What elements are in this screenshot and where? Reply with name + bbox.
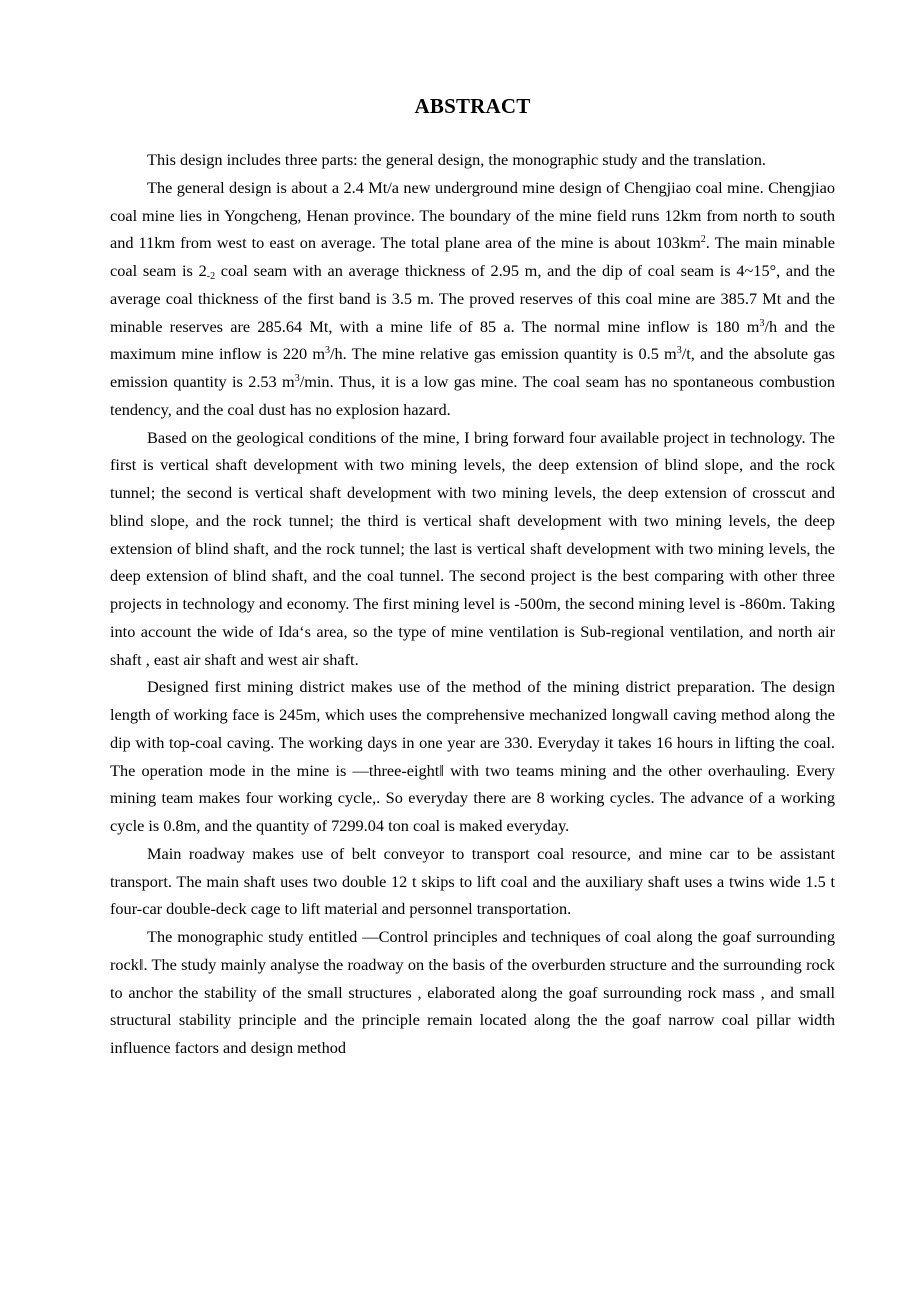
paragraph-text: The monographic study entitled ―Control principles and techniques of coal along the goaf surrounding rock‖. The study mainly analyse the roadway on the basis of the overburden structure and the surrounding rock to anchor the stability of the small structures , elaborated along the goaf surrounding rock mass , and small structural stability principle and the principle remain located along the the goaf narrow coal pillar width influence factors and design method bbox=[110, 927, 835, 1057]
paragraph-text: /min. Thus, it is a low gas mine. The coal seam has no spontaneous combustion tendency, and the coal dust has no explosion hazard. bbox=[110, 372, 835, 419]
document-title: ABSTRACT bbox=[414, 94, 531, 118]
paragraph-text: coal seam with an average thickness of 2.95 m, and the dip of coal seam is 4~15°, and the average coal thickness of the first band is 3.5 m. The proved reserves of this coal mine are 385.7 Mt and the minable reserves are 285.64 Mt, with a mine life of 85 a. The normal mine inflow is 180 m bbox=[110, 261, 835, 336]
paragraph-projects bbox=[110, 424, 835, 674]
document-page bbox=[110, 92, 835, 1062]
paragraph-text: /h. The mine relative gas emission quantity is 0.5 m bbox=[330, 344, 677, 364]
paragraph-monographic-study bbox=[110, 923, 835, 1062]
paragraph-text: Main roadway makes use of belt conveyor to transport coal resource, and mine car to be assistant transport. The main shaft uses two double 12 t skips to lift coal and the auxiliary shaft uses a twins wide 1.5 t four-car double-deck cage to lift material and personnel transportation. bbox=[110, 843, 835, 919]
paragraph-transport bbox=[110, 840, 835, 923]
paragraph-text: Based on the geological conditions of the mine, I bring forward four available project in technology. The first is vertical shaft development with two mining levels, the deep extension of blind slope, and the rock tunnel; the second is vertical shaft development with two mining levels, the deep extension of crosscut and blind slope, and the rock tunnel; the third is vertical shaft development with two mining levels, the deep extension of blind shaft, and the rock tunnel; the last is vertical shaft development with two mining levels, the deep extension of blind shaft, and the coal tunnel. The second project is the best comparing with other three projects in technology and economy. The first mining level is -500m, the second mining level is -860m. Taking into account the wide of Ida‘s area, so the type of mine ventilation is Sub-regional ventilation, and north air shaft , east air shaft and west air shaft. bbox=[110, 427, 835, 669]
paragraph-text: This design includes three parts: the general design, the monographic study and the translation. bbox=[147, 150, 766, 169]
paragraph-text: /t, and the absolute gas emission quantity is 2.53 m bbox=[110, 344, 835, 391]
superscript: 3 bbox=[759, 317, 765, 329]
paragraph-intro bbox=[110, 146, 835, 174]
paragraph-text: Designed first mining district makes use of the method of the mining district preparation. The design length of working face is 245m, which uses the comprehensive mechanized longwall caving method along the dip with top-coal caving. The working days in one year are 330. Everyday it takes 16 hours in lifting the coal. The operation mode in the mine is ―three-eight‖ with two teams mining and the other overhauling. Every mining team makes four working cycle,. So everyday there are 8 working cycles. The advance of a working cycle is 0.8m, and the quantity of 7299.04 ton coal is maked everyday. bbox=[110, 677, 835, 835]
paragraph-text: . The main minable coal seam is 2 bbox=[110, 233, 835, 280]
subscript: -2 bbox=[206, 271, 216, 282]
paragraph-mining-district bbox=[110, 673, 835, 840]
paragraph-text: /h and the maximum mine inflow is 220 m bbox=[110, 316, 835, 364]
superscript: 3 bbox=[676, 345, 682, 357]
paragraph-text: The general design is about a 2.4 Mt/a new underground mine design of Chengjiao coal mine. Chengjiao coal mine lies in Yongcheng, Henan province. The boundary of the mine field runs 12km from north to south and 11km from west to east on average. The total plane area of the mine is about 103km bbox=[110, 177, 835, 253]
superscript: 3 bbox=[294, 373, 300, 384]
superscript: 2 bbox=[700, 234, 706, 246]
superscript: 3 bbox=[325, 345, 331, 357]
paragraph-general-design bbox=[110, 174, 835, 424]
